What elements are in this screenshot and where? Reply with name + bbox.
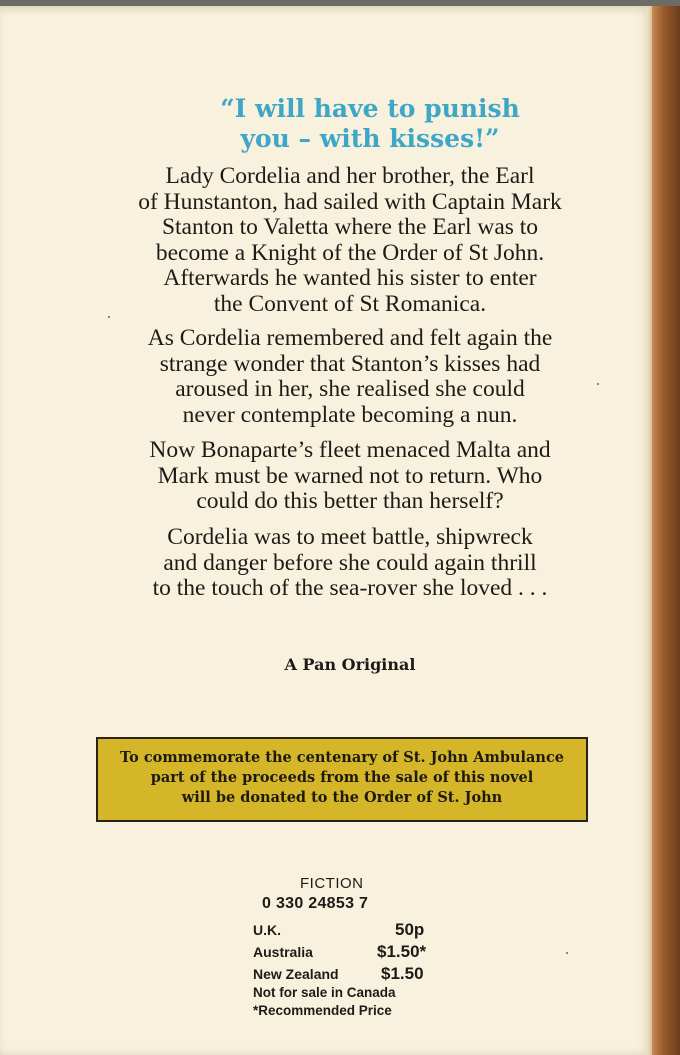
price-row — [253, 964, 453, 986]
blurb-line: and danger before she could again thrill — [163, 549, 537, 576]
headline-line: “I will have to punish — [220, 94, 520, 123]
blurb-line: to the touch of the sea-rover she loved . . . — [152, 575, 548, 601]
price-list — [253, 920, 453, 986]
blurb-line: could do this better than herself? — [196, 488, 504, 514]
publisher-imprint: A Pan Original — [284, 655, 416, 674]
blurb-line: Stanton to Valetta where the Earl was to — [161, 214, 539, 240]
blurb-line: Mark must be warned not to return. Who — [157, 462, 543, 489]
price-region: Australia — [253, 944, 313, 960]
blurb-line: become a Knight of the Order of St John. — [155, 239, 545, 266]
price-note: Not for sale in Canada — [253, 985, 396, 1000]
blurb-line: Cordelia was to meet battle, shipwreck — [167, 524, 533, 550]
blurb-line: never contemplate becoming a nun. — [182, 401, 518, 428]
price-note: *Recommended Price — [253, 1003, 392, 1018]
cover-headline — [120, 94, 620, 154]
blurb-line: of Hunstanton, had sailed with Captain Mark — [138, 188, 562, 215]
paper-speck — [108, 316, 110, 318]
price-region: U.K. — [253, 922, 281, 938]
book-spine — [652, 6, 680, 1055]
blurb-line: As Cordelia remembered and felt again the — [147, 325, 553, 351]
price-row — [253, 942, 453, 964]
blurb-paragraph — [60, 525, 640, 602]
isbn-number: 0 330 24853 7 — [262, 895, 369, 912]
price-region: New Zealand — [253, 966, 339, 982]
genre-label: FICTION — [300, 875, 364, 892]
headline-line: you – with kisses!” — [240, 124, 500, 153]
blurb-line: Lady Cordelia and her brother, the Earl — [165, 163, 535, 189]
notice-line: To commemorate the centenary of St. John Ambulance — [119, 749, 565, 766]
blurb-line: strange wonder that Stanton’s kisses had — [159, 350, 541, 377]
notice-line: will be donated to the Order of St. John — [181, 789, 503, 806]
price-value: $1.50 — [381, 964, 424, 983]
blurb-line: the Convent of St Romanica. — [213, 290, 487, 317]
notice-line: part of the proceeds from the sale of this novel — [150, 769, 534, 786]
blurb-line: Afterwards he wanted his sister to enter — [163, 265, 537, 291]
blurb-line: Now Bonaparte’s fleet menaced Malta and — [149, 437, 551, 463]
price-value: $1.50* — [377, 942, 427, 961]
blurb-line: aroused in her, she realised she could — [175, 376, 525, 402]
price-value: 50p — [395, 920, 425, 939]
price-row — [253, 920, 453, 942]
paper-speck — [566, 952, 568, 954]
blurb-paragraph — [60, 326, 640, 428]
charity-notice-box — [96, 737, 588, 822]
paper-speck — [597, 383, 599, 385]
blurb-paragraph — [60, 438, 640, 515]
blurb-paragraph — [60, 164, 640, 317]
